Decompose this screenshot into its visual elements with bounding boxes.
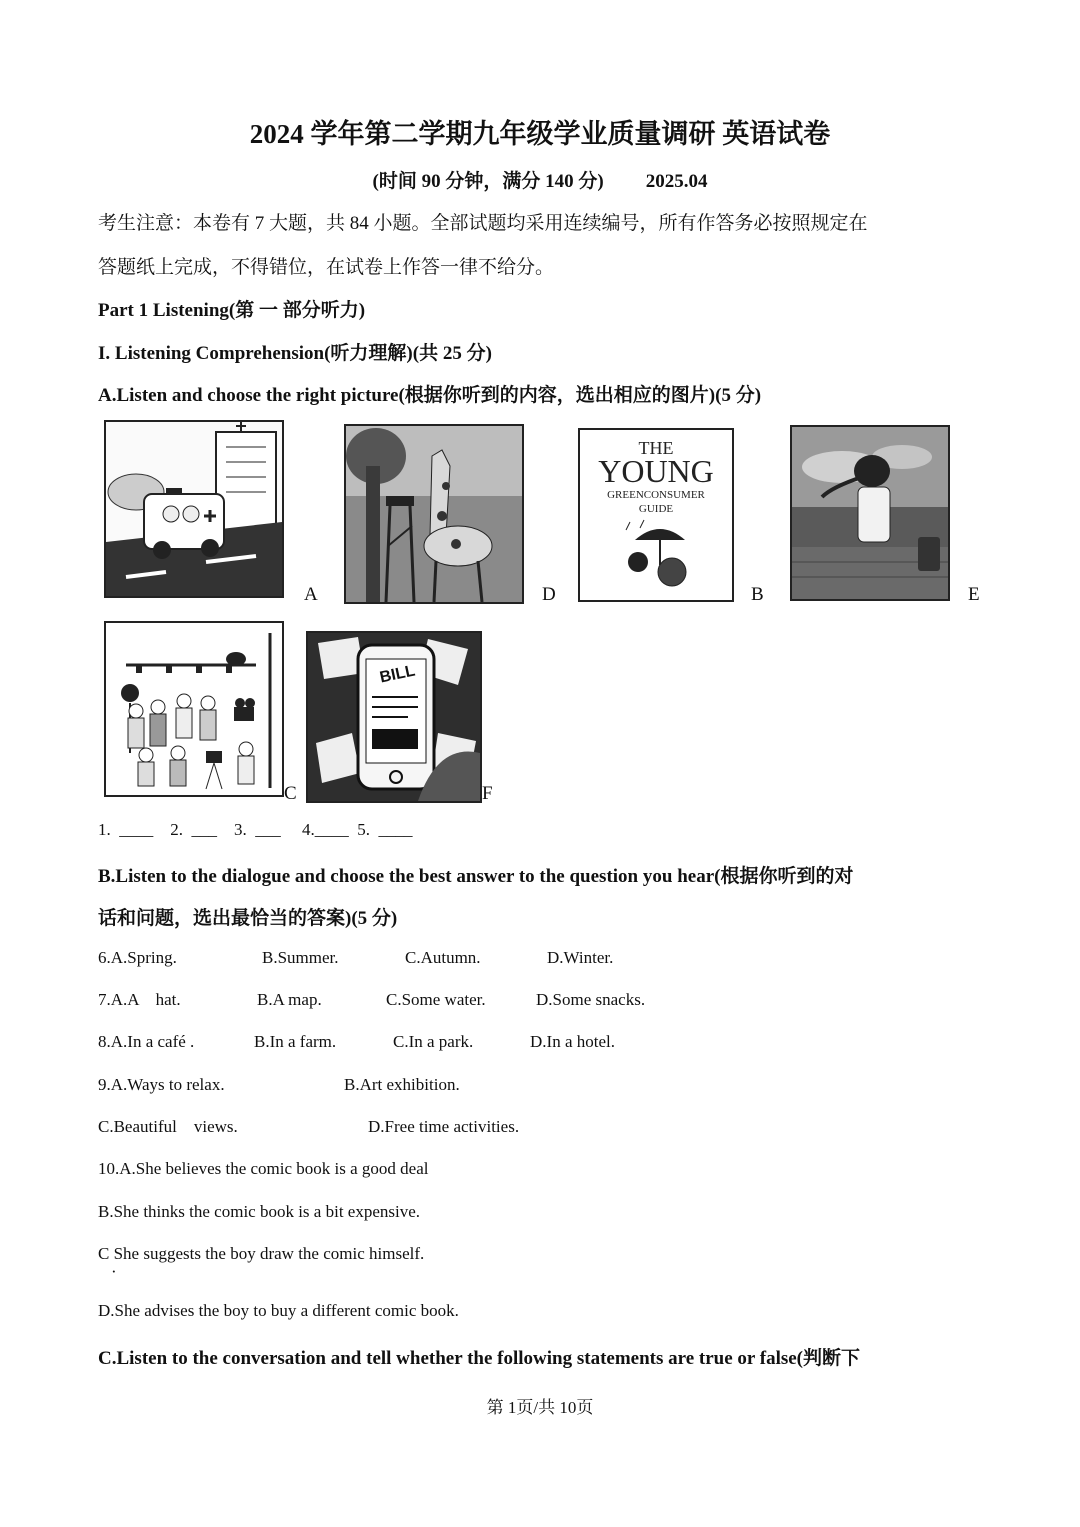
- giraffe-icon: [346, 426, 522, 602]
- q10-option-d: D.She advises the boy to buy a different comic book.: [98, 1301, 459, 1320]
- q9-option-b: B.Art exhibition.: [344, 1075, 460, 1094]
- q8-option-c: C.In a park.: [393, 1032, 474, 1051]
- q6-option-b: B.Summer.: [262, 948, 339, 967]
- picture-b-label: B: [751, 584, 764, 605]
- book-title-4: GUIDE: [638, 503, 674, 515]
- picture-f-label: F: [482, 783, 493, 804]
- q10-option-a: 10.A.She believes the comic book is a good deal: [98, 1159, 429, 1178]
- q6-option-a: 6.A.Spring.: [98, 948, 177, 967]
- q6-option-d: D.Winter.: [547, 948, 614, 967]
- book-title-1: THE: [638, 438, 674, 458]
- picture-c-label: C: [284, 783, 297, 804]
- picture-f: [306, 631, 482, 803]
- q8-option-d: D.In a hotel.: [530, 1032, 615, 1051]
- section-c-heading: C.Listen to the conversation and tell whether the following statements are true or false(判断下: [98, 1348, 861, 1369]
- section-b-heading-line-1: B.Listen to the dialogue and choose the best answer to the question you hear(根据你听到的对: [98, 866, 854, 887]
- q10-option-c: C She suggests the boy draw the comic himself.: [98, 1244, 425, 1263]
- picture-d: [344, 424, 524, 604]
- page-number: 第 1页/共 10页: [486, 1398, 594, 1417]
- exam-time: (时间 90 分钟，满分 140 分): [372, 171, 604, 192]
- picture-b: [578, 428, 734, 602]
- q9-option-a: 9.A.Ways to relax.: [98, 1075, 225, 1094]
- book-title-3: GREENCONSUMER: [607, 489, 705, 501]
- q9-option-d: D.Free time activities.: [368, 1117, 520, 1136]
- section-b-heading-line-2: 话和问题，选出最恰当的答案)(5 分): [98, 908, 398, 929]
- q7-option-a: 7.A.A hat.: [98, 990, 181, 1009]
- picture-e-label: E: [968, 584, 980, 605]
- section-heading: I. Listening Comprehension(听力理解)(共 25 分): [98, 343, 492, 364]
- book-title-2: YOUNG: [598, 453, 714, 489]
- exam-info: [0, 166, 1080, 193]
- section-a-heading: A.Listen and choose the right picture(根据你听到的内容，选出相应的图片)(5 分): [98, 385, 762, 406]
- phone-bill-icon: [308, 633, 480, 801]
- ambulance-icon: [106, 422, 282, 596]
- notice-line-1: 考生注意：本卷有 7 大题，共 84 小题。全部试题均采用连续编号，所有作答务必按照规定在: [98, 213, 868, 234]
- picture-d-label: D: [542, 584, 556, 605]
- page-title: 2024 学年第二学期九年级学业质量调研 英语试卷: [249, 119, 831, 149]
- answer-blanks-1-5: 1. ____ 2. ___ 3. ___ 4.____ 5. ____: [98, 820, 413, 839]
- q8-option-a: 8.A.In a café .: [98, 1032, 195, 1051]
- bill-text: BILL: [378, 662, 417, 687]
- film-set-icon: [106, 623, 282, 795]
- exam-date: 2025.04: [645, 171, 708, 192]
- stray-dot: ·: [111, 1262, 117, 1281]
- q7-option-c: C.Some water.: [386, 990, 486, 1009]
- book-cover-icon: [580, 430, 732, 600]
- notice-line-2: 答题纸上完成，不得错位，在试卷上作答一律不给分。: [98, 257, 555, 278]
- picture-a: [104, 420, 284, 598]
- q10-option-b: B.She thinks the comic book is a bit expensive.: [98, 1202, 421, 1221]
- picture-e: [790, 425, 950, 601]
- part-heading: Part 1 Listening(第 一 部分听力): [98, 300, 366, 321]
- q7-option-b: B.A map.: [257, 990, 322, 1009]
- picture-c: [104, 621, 284, 797]
- q6-option-c: C.Autumn.: [405, 948, 481, 967]
- q9-option-c: C.Beautiful views.: [98, 1117, 238, 1136]
- q8-option-b: B.In a farm.: [254, 1032, 337, 1051]
- q7-option-d: D.Some snacks.: [536, 990, 646, 1009]
- picture-a-label: A: [304, 584, 318, 605]
- girl-seaside-icon: [792, 427, 948, 599]
